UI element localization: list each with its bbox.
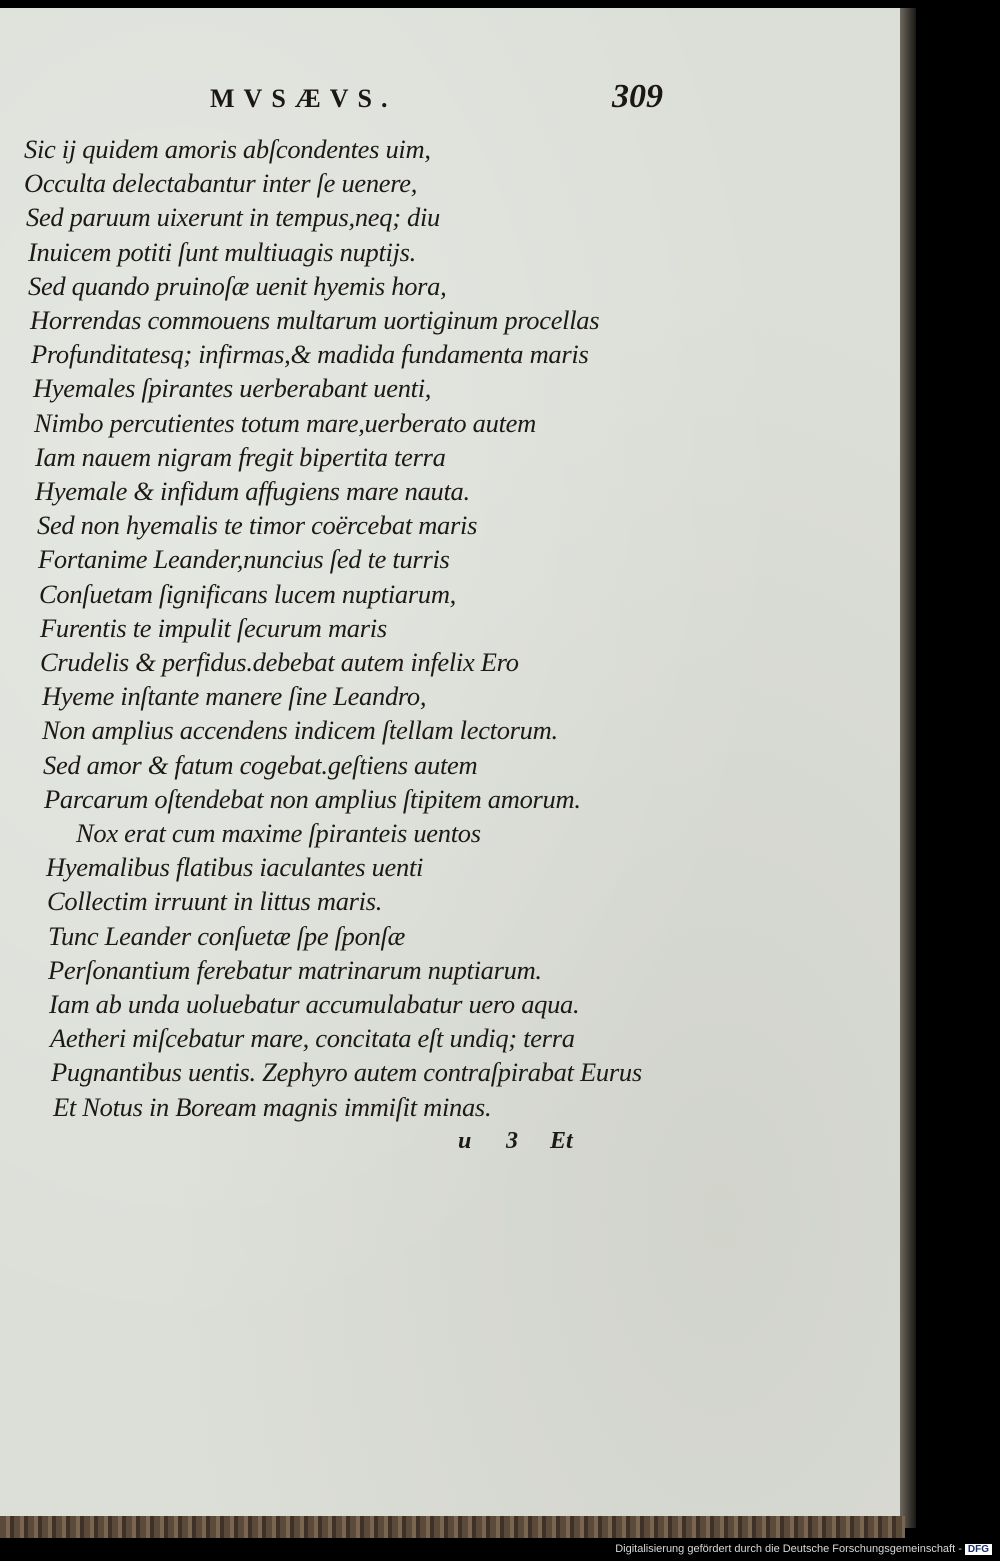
verse-line: Tunc Leander conſuetæ ſpe ſponſæ xyxy=(48,920,405,951)
signature-letter: u xyxy=(458,1128,472,1154)
verse-line: Occulta delectabantur inter ſe uenere, xyxy=(24,168,418,199)
book-page xyxy=(0,8,902,1520)
verse-line: Profunditatesq; infirmas,& madida fundamenta maris xyxy=(31,339,589,370)
verse-line: Et Notus in Boream magnis immiſit minas. xyxy=(53,1091,492,1122)
verse-line: Collectim irruunt in littus maris. xyxy=(47,886,383,917)
verse-line: Crudelis & perfidus.debebat autem infelix Ero xyxy=(40,647,519,677)
page-edge xyxy=(900,8,916,1528)
book-edge xyxy=(0,1516,905,1538)
verse-line: Sed amor & fatum cogebat.geſtiens autem xyxy=(43,749,478,780)
verse-line: Conſuetam ſignificans lucem nuptiarum, xyxy=(39,578,456,609)
verse-line: Parcarum oſtendebat non amplius ſtipitem amorum. xyxy=(44,783,581,814)
verse-line: Horrendas commouens multarum uortiginum procellas xyxy=(30,305,600,335)
verse-line: Hyemales ſpirantes uerberabant uenti, xyxy=(33,373,432,404)
verse-line: Non amplius accendens indicem ſtellam lectorum. xyxy=(42,715,558,746)
page-number: 309 xyxy=(612,78,663,115)
signature-number: 3 xyxy=(506,1128,518,1154)
verse-line: Hyemale & infidum affugiens mare nauta. xyxy=(35,476,470,506)
page-header xyxy=(0,78,902,124)
catchline xyxy=(458,1128,588,1162)
verse-line: Hyeme inſtante manere ſine Leandro, xyxy=(42,681,427,712)
verse-line: Perſonantium ferebatur matrinarum nuptiarum. xyxy=(48,954,542,985)
verse-line: Aetheri miſcebatur mare, concitata eſt undiq; terra xyxy=(50,1023,575,1054)
verse-line: Pugnantibus uentis. Zephyro autem contraſpirabat Eurus xyxy=(51,1057,642,1088)
verse-line: Fortanime Leander,nuncius ſed te turris xyxy=(38,544,450,575)
verse-line: Hyemalibus flatibus iaculantes uenti xyxy=(46,852,424,883)
verse-line: Sed non hyemalis te timor coërcebat maris xyxy=(37,510,478,541)
catchword: Et xyxy=(550,1128,573,1154)
verse-line: Nox erat cum maxime ſpiranteis uentos xyxy=(76,818,481,848)
verse-line: Sed quando pruinoſæ uenit hyemis hora, xyxy=(28,270,447,301)
verse-line: Inuicem potiti ſunt multiuagis nuptijs. xyxy=(28,236,417,267)
verse-line: Furentis te impulit ſecurum maris xyxy=(40,612,387,643)
dfg-logo-icon: DFG xyxy=(965,1544,992,1555)
verse-line: Nimbo percutientes totum mare,uerberato autem xyxy=(34,407,536,438)
funding-notice-text: Digitalisierung gefördert durch die Deutsche Forschungsgemeinschaft - xyxy=(615,1543,962,1555)
funding-notice xyxy=(615,1543,992,1555)
running-title: MVSÆVS. xyxy=(210,84,397,113)
verse-line: Iam nauem nigram fregit bipertita terra xyxy=(35,441,446,472)
verse-line: Sic ij quidem amoris abſcondentes uim, xyxy=(24,134,431,164)
verse-line: Iam ab unda uoluebatur accumulabatur uero aqua. xyxy=(49,989,580,1019)
verse-line: Sed paruum uixerunt in tempus,neq; diu xyxy=(26,202,441,233)
